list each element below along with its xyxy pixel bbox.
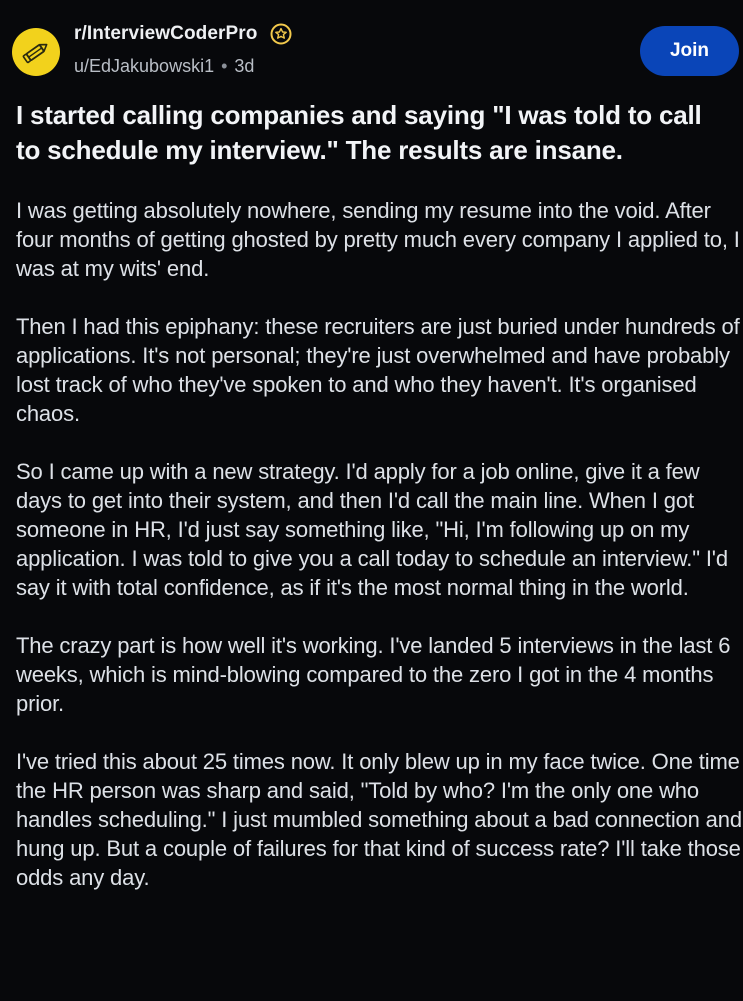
post-paragraph: I was getting absolutely nowhere, sending my resume into the void. After four months of getting ghosted by pretty much every company I applied to, I was at my wits' end.: [16, 198, 740, 281]
subreddit-name[interactable]: r/InterviewCoderPro: [74, 23, 258, 44]
post-meta: [74, 20, 292, 80]
post-paragraph: I've tried this about 25 times now. It only blew up in my face twice. One time the HR person was sharp and said, "Told by who? I'm the only one who handles scheduling." I just mumbled something about a bad connection and hung up. But a couple of failures for that kind of success rate? I'll take those odds any day.: [16, 749, 742, 890]
post-paragraph: The crazy part is how well it's working. I've landed 5 interviews in the last 6 weeks, which is mind-blowing compared to the zero I got in the 4 months prior.: [16, 633, 731, 716]
author-line: [74, 52, 292, 80]
post-paragraph: Then I had this epiphany: these recruiters are just buried under hundreds of applications. It's not personal; they're just overwhelmed and have probably lost track of who they've spoken to and who they haven't. It's organised chaos.: [16, 314, 740, 426]
subreddit-avatar[interactable]: [12, 28, 60, 76]
post-age: 3d: [234, 55, 255, 76]
separator-dot: •: [221, 55, 228, 76]
subreddit-line: [74, 20, 292, 48]
achievement-badge-icon: [270, 23, 292, 45]
post-header: [12, 14, 739, 84]
post-paragraph: So I came up with a new strategy. I'd apply for a job online, give it a few days to get into their system, and then I'd call the main line. When I got someone in HR, I'd just say something like, "Hi, I'm following up on my application. I was told to give you a call today to schedule an interview." I'd say it with total confidence, as if it's the most normal thing in the world.: [16, 459, 728, 600]
post-title[interactable]: I started calling companies and saying "I was told to call to schedule my interview." The results are insane.: [16, 100, 702, 165]
join-button[interactable]: Join: [640, 26, 739, 76]
pencil-icon: [21, 37, 51, 67]
author-name[interactable]: u/EdJakubowski1: [74, 55, 215, 76]
post-body: [16, 196, 743, 921]
